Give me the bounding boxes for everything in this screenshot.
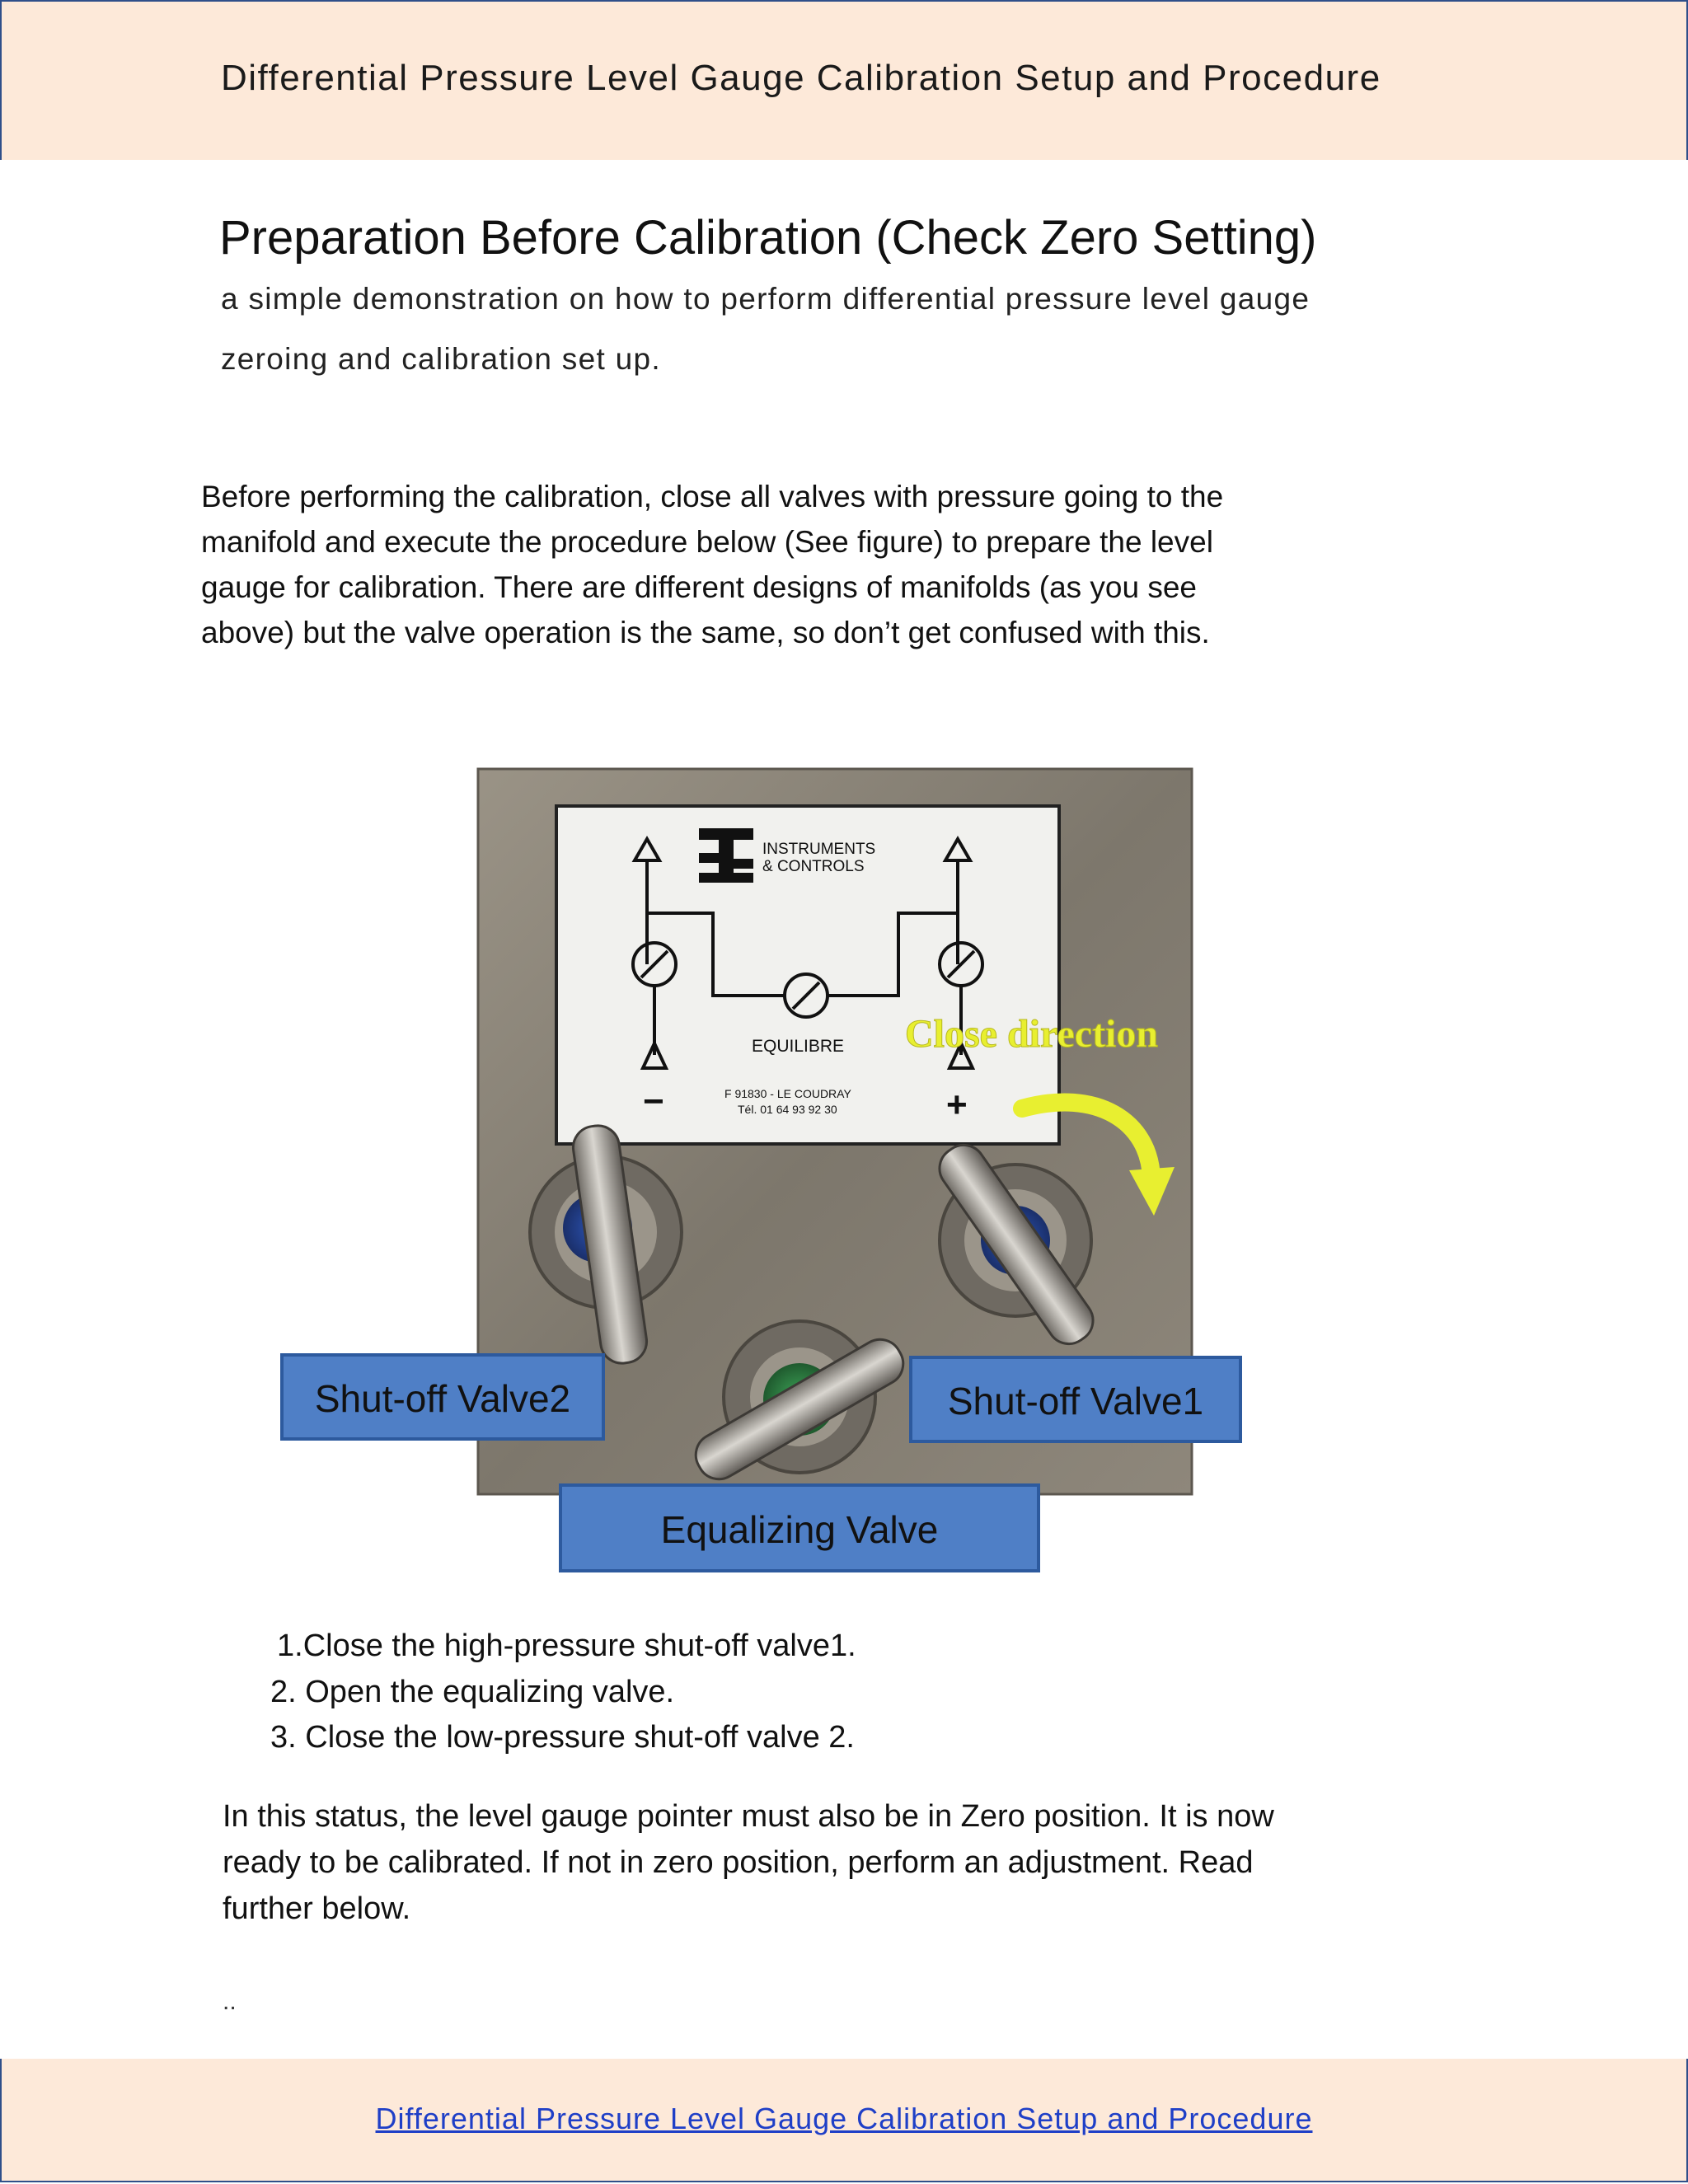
- footer-band: [0, 2059, 1688, 2182]
- manifold-valve-figure: [280, 766, 1245, 1574]
- plate-equilibre: EQUILIBRE: [752, 1037, 845, 1056]
- plate-brand-line-1: INSTRUMENTS: [762, 841, 876, 858]
- step-1: 1.Close the high-pressure shut-off valve1.: [277, 1629, 856, 1663]
- status-line: ready to be calibrated. If not in zero position, perform an adjustment. Read: [223, 1845, 1254, 1880]
- label-valve1-text: Shut-off Valve1: [947, 1380, 1204, 1422]
- body-line: gauge for calibration. There are different designs of manifolds (as you see: [201, 570, 1198, 604]
- body-paragraph: [201, 474, 1487, 655]
- step-2: 2. Open the equalizing valve.: [270, 1675, 675, 1709]
- label-shut-off-valve1: [911, 1357, 1240, 1441]
- body-line: above) but the valve operation is the same, so don’t get confused with this.: [201, 616, 1210, 649]
- footer-link[interactable]: Differential Pressure Level Gauge Calibration Setup and Procedure: [375, 2102, 1313, 2135]
- close-direction-label: Close direction: [905, 1012, 1159, 1056]
- body-line: manifold and execute the procedure below (See figure) to prepare the level: [201, 525, 1213, 559]
- plate-phone: Tél. 01 64 93 92 30: [738, 1103, 837, 1116]
- label-equalizing-text: Equalizing Valve: [660, 1508, 939, 1551]
- header-band: [0, 0, 1688, 160]
- status-paragraph: [223, 1793, 1274, 1932]
- label-valve2-text: Shut-off Valve2: [314, 1377, 571, 1420]
- status-line: In this status, the level gauge pointer must also be in Zero position. It is now: [223, 1799, 1274, 1834]
- label-shut-off-valve2: [282, 1355, 603, 1439]
- ellipsis-text: ..: [223, 1988, 237, 2015]
- step-3: 3. Close the low-pressure shut-off valve 2.: [270, 1720, 855, 1755]
- plate-brand-line-2: & CONTROLS: [762, 858, 865, 875]
- intro-line-1: a simple demonstration on how to perform differential pressure level gauge: [221, 282, 1311, 316]
- plate-minus-sign: −: [643, 1081, 664, 1122]
- status-line: further below.: [223, 1891, 411, 1926]
- plate-address: F 91830 - LE COUDRAY: [724, 1087, 851, 1100]
- body-line: Before performing the calibration, close all valves with pressure going to the: [201, 480, 1224, 513]
- intro-line-2: zeroing and calibration set up.: [221, 342, 661, 376]
- label-equalizing-valve: [560, 1485, 1039, 1571]
- plate-plus-sign: +: [946, 1085, 968, 1125]
- page-header-title: Differential Pressure Level Gauge Calibration Setup and Procedure: [221, 58, 1381, 98]
- section-heading: Preparation Before Calibration (Check Zero Setting): [219, 211, 1317, 265]
